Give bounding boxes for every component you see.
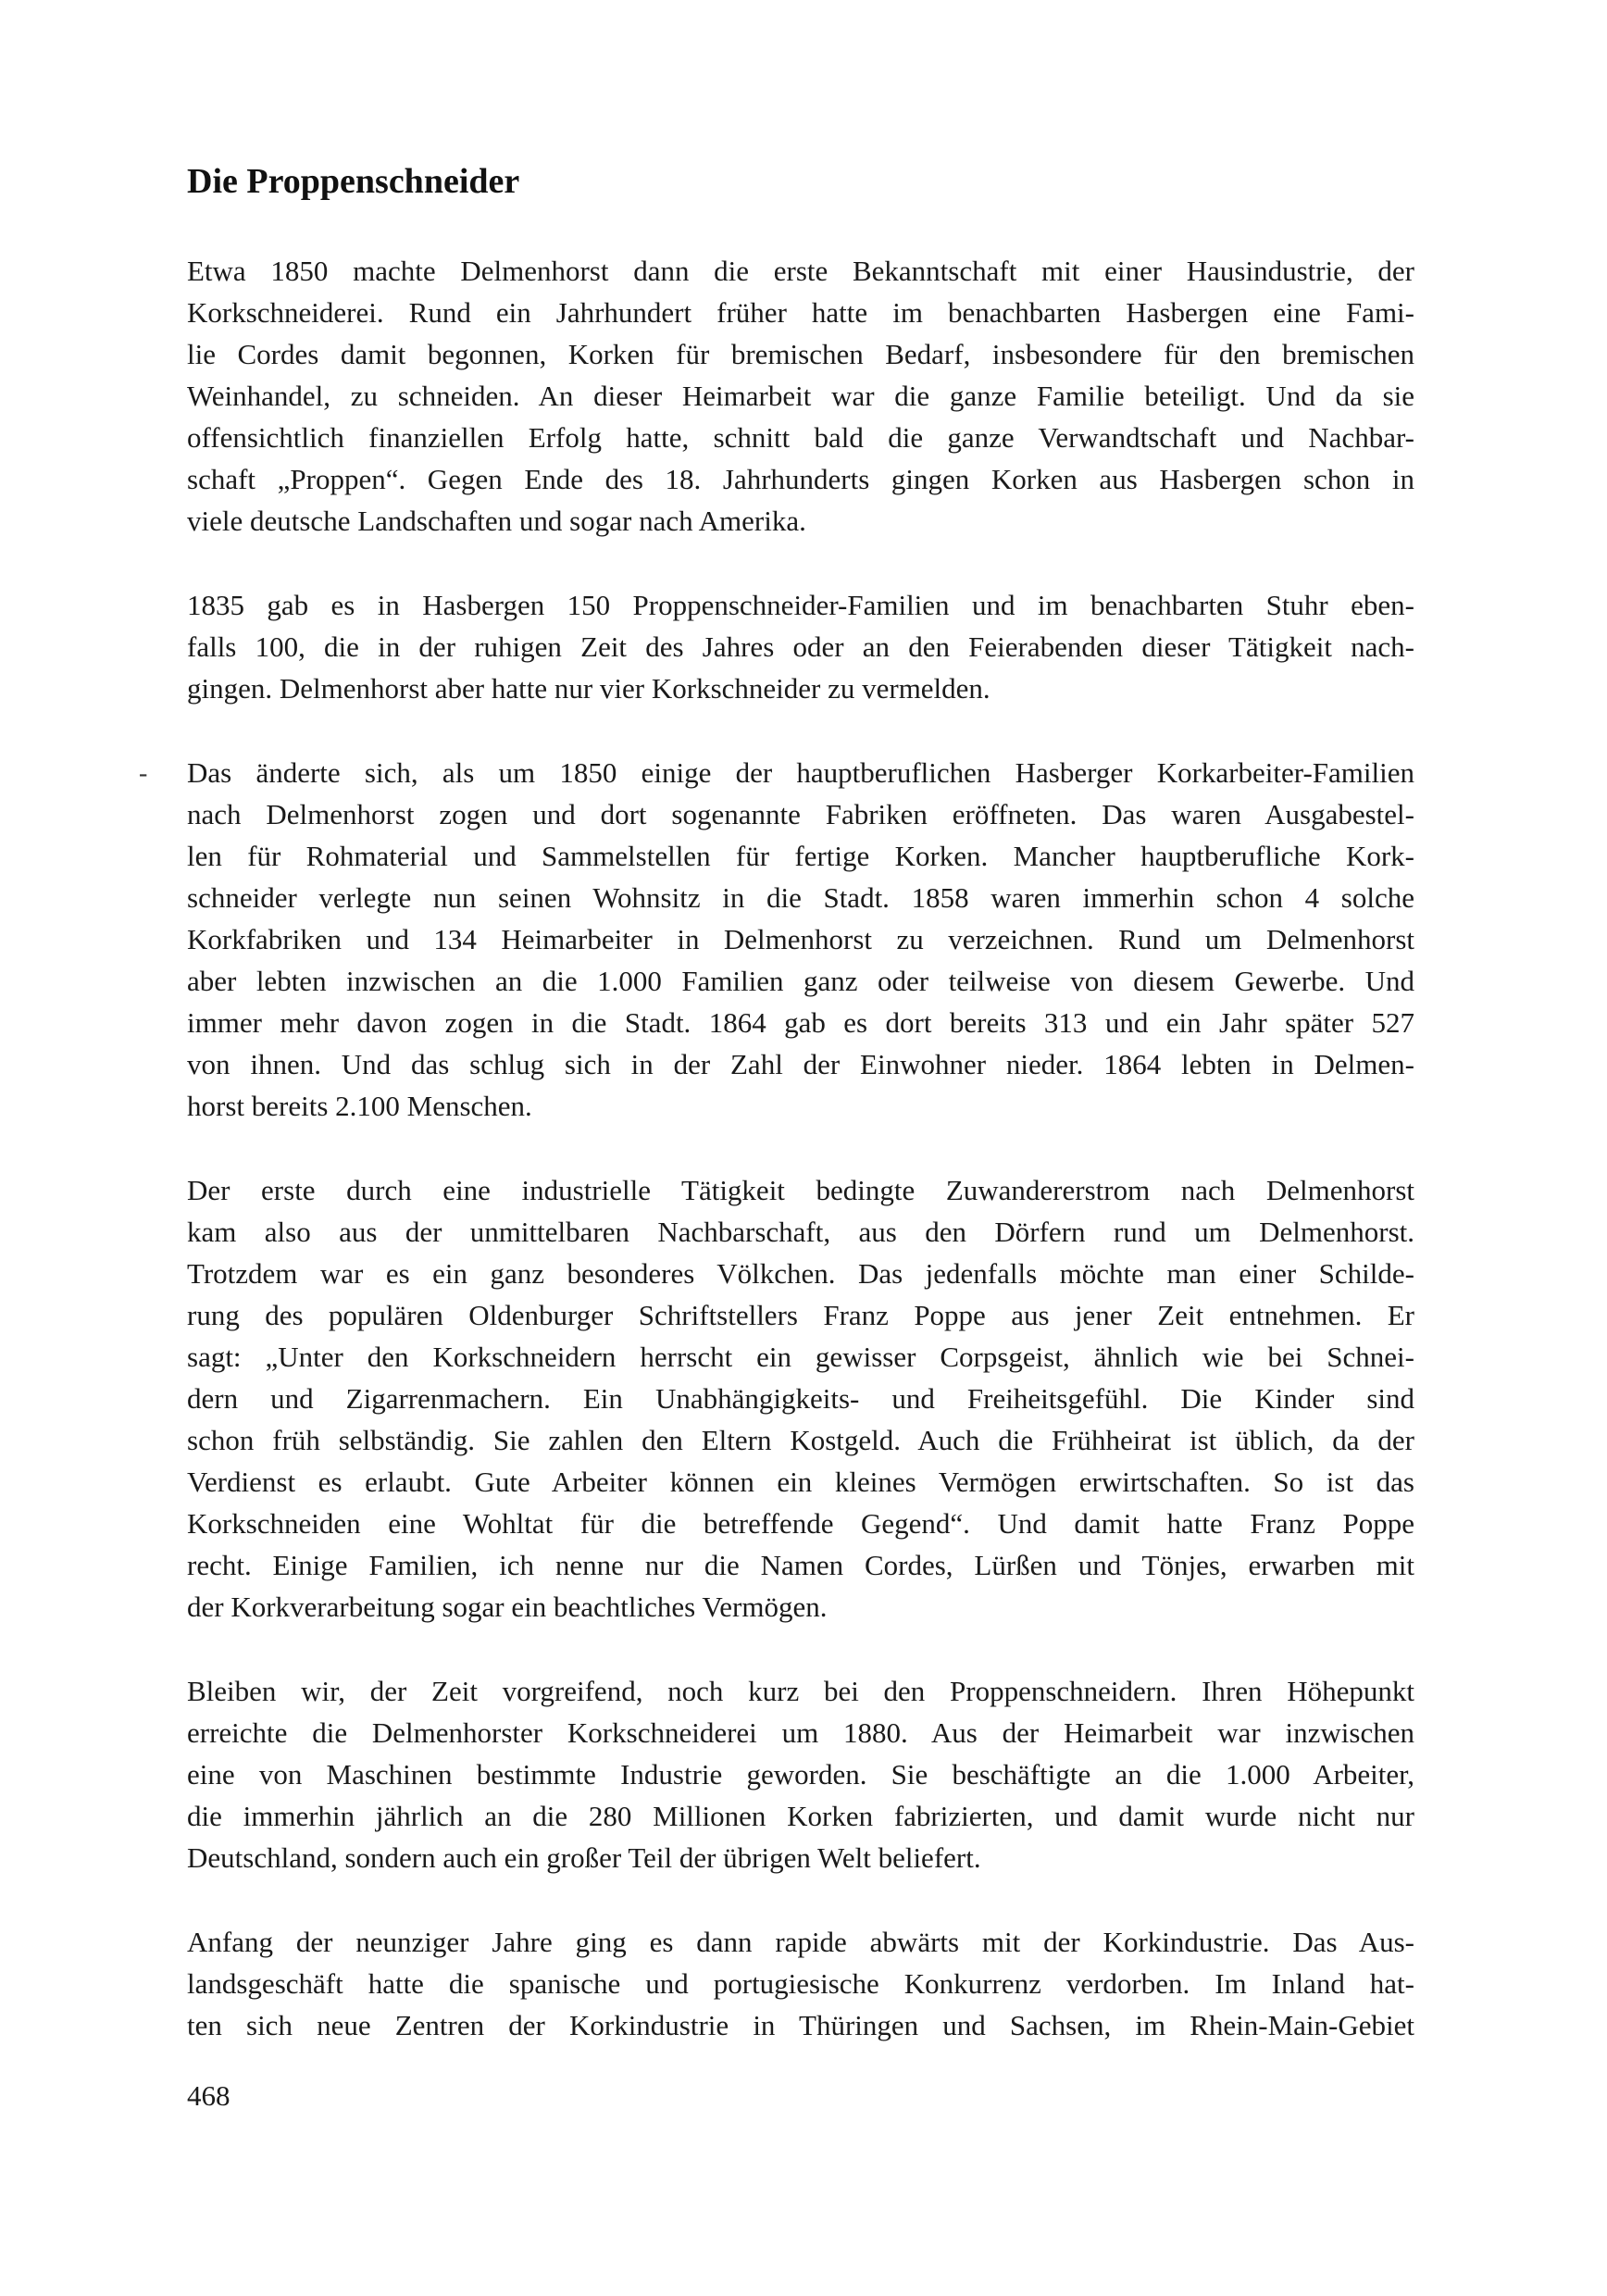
text-line: len für Rohmaterial und Sammelstellen für fertige Korken. Mancher hauptberufliche Kork- — [187, 840, 1414, 872]
text-line: gingen. Delmenhorst aber hatte nur vier Korkschneider zu vermelden. — [187, 672, 990, 705]
text-line: von ihnen. Und das schlug sich in der Zahl der Einwohner nieder. 1864 lebten in Delmen- — [187, 1048, 1414, 1080]
text-line: offensichtlich finanziellen Erfolg hatte, schnitt bald die ganze Verwandtschaft und Nachbar- — [187, 421, 1414, 454]
text-line: die immerhin jährlich an die 280 Millionen Korken fabrizierten, und damit wurde nicht nur — [187, 1800, 1414, 1832]
text-line: schneider verlegte nun seinen Wohnsitz in die Stadt. 1858 waren immerhin schon 4 solche — [187, 881, 1414, 914]
paragraph — [187, 1169, 1414, 1628]
text-line: viele deutsche Landschaften und sogar nach Amerika. — [187, 505, 806, 537]
text-line: recht. Einige Familien, ich nenne nur die Namen Cordes, Lürßen und Tönjes, erwarben mit — [187, 1549, 1414, 1581]
paragraph — [187, 584, 1414, 709]
text-line: Korkfabriken und 134 Heimarbeiter in Delmenhorst zu verzeichnen. Rund um Delmenhorst — [187, 923, 1414, 955]
chapter-heading: Die Proppenschneider — [187, 162, 520, 201]
text-line: 1835 gab es in Hasbergen 150 Proppenschneider-Familien und im benachbarten Stuhr eben- — [187, 589, 1414, 621]
text-line: Trotzdem war es ein ganz besonderes Völkchen. Das jedenfalls möchte man einer Schilde- — [187, 1257, 1414, 1290]
text-line: immer mehr davon zogen in die Stadt. 1864 gab es dort bereits 313 und ein Jahr später 527 — [187, 1006, 1414, 1039]
page-number: 468 — [187, 2079, 230, 2112]
text-line: landsgeschäft hatte die spanische und portugiesische Konkurrenz verdorben. Im Inland hat- — [187, 1967, 1414, 2000]
text-line: ten sich neue Zentren der Korkindustrie in Thüringen und Sachsen, im Rhein-Main-Gebiet — [187, 2009, 1414, 2041]
text-line: falls 100, die in der ruhigen Zeit des Jahres oder an den Feierabenden dieser Tätigkeit nach- — [187, 630, 1414, 663]
text-line: kam also aus der unmittelbaren Nachbarschaft, aus den Dörfern rund um Delmenhorst. — [187, 1216, 1414, 1248]
paragraph — [187, 1921, 1414, 2046]
text-line: Etwa 1850 machte Delmenhorst dann die erste Bekanntschaft mit einer Hausindustrie, der — [187, 255, 1414, 287]
text-line: erreichte die Delmenhorster Korkschneiderei um 1880. Aus der Heimarbeit war inzwischen — [187, 1716, 1414, 1749]
paragraph — [187, 1670, 1414, 1878]
text-line: Weinhandel, zu schneiden. An dieser Heimarbeit war die ganze Familie beteiligt. Und da sie — [187, 380, 1414, 412]
text-line: schon früh selbständig. Sie zahlen den Eltern Kostgeld. Auch die Frühheirat ist üblich, da der — [187, 1424, 1414, 1456]
text-line: dern und Zigarrenmachern. Ein Unabhängigkeits- und Freiheitsgefühl. Die Kinder sind — [187, 1382, 1414, 1415]
text-line: Der erste durch eine industrielle Tätigkeit bedingte Zuwandererstrom nach Delmenhorst — [187, 1174, 1414, 1206]
text-line: Deutschland, sondern auch ein großer Teil der übrigen Welt beliefert. — [187, 1841, 981, 1874]
text-line: sagt: „Unter den Korkschneidern herrscht ein gewisser Corpsgeist, ähnlich wie bei Schnei- — [187, 1341, 1414, 1373]
text-line: rung des populären Oldenburger Schriftstellers Franz Poppe aus jener Zeit entnehmen. Er — [187, 1299, 1414, 1331]
text-line: horst bereits 2.100 Menschen. — [187, 1090, 532, 1122]
text-line: der Korkverarbeitung sogar ein beachtliches Vermögen. — [187, 1591, 828, 1623]
text-line: eine von Maschinen bestimmte Industrie geworden. Sie beschäftigte an die 1.000 Arbeiter, — [187, 1758, 1414, 1791]
text-line: lie Cordes damit begonnen, Korken für bremischen Bedarf, insbesondere für den bremischen — [187, 338, 1414, 370]
paragraph — [187, 752, 1414, 1127]
text-line: Anfang der neunziger Jahre ging es dann rapide abwärts mit der Korkindustrie. Das Aus- — [187, 1926, 1414, 1958]
text-line: schaft „Proppen“. Gegen Ende des 18. Jahrhunderts gingen Korken aus Hasbergen schon in — [187, 463, 1414, 495]
text-line: Korkschneiden eine Wohltat für die betreffende Gegend“. Und damit hatte Franz Poppe — [187, 1507, 1414, 1540]
text-line: Das änderte sich, als um 1850 einige der hauptberuflichen Hasberger Korkarbeiter-Familien — [187, 756, 1414, 789]
text-line: Verdienst es erlaubt. Gute Arbeiter können ein kleines Vermögen erwirtschaften. So ist das — [187, 1466, 1414, 1498]
text-line: aber lebten inzwischen an die 1.000 Familien ganz oder teilweise von diesem Gewerbe. Und — [187, 965, 1414, 997]
margin-mark: - — [139, 759, 148, 788]
body-text — [187, 250, 1414, 2089]
text-line: Korkschneiderei. Rund ein Jahrhundert früher hatte im benachbarten Hasbergen eine Fami- — [187, 296, 1414, 329]
text-line: Bleiben wir, der Zeit vorgreifend, noch kurz bei den Proppenschneidern. Ihren Höhepunkt — [187, 1675, 1414, 1707]
text-line: nach Delmenhorst zogen und dort sogenannte Fabriken eröffneten. Das waren Ausgabestel- — [187, 798, 1414, 830]
paragraph — [187, 250, 1414, 542]
